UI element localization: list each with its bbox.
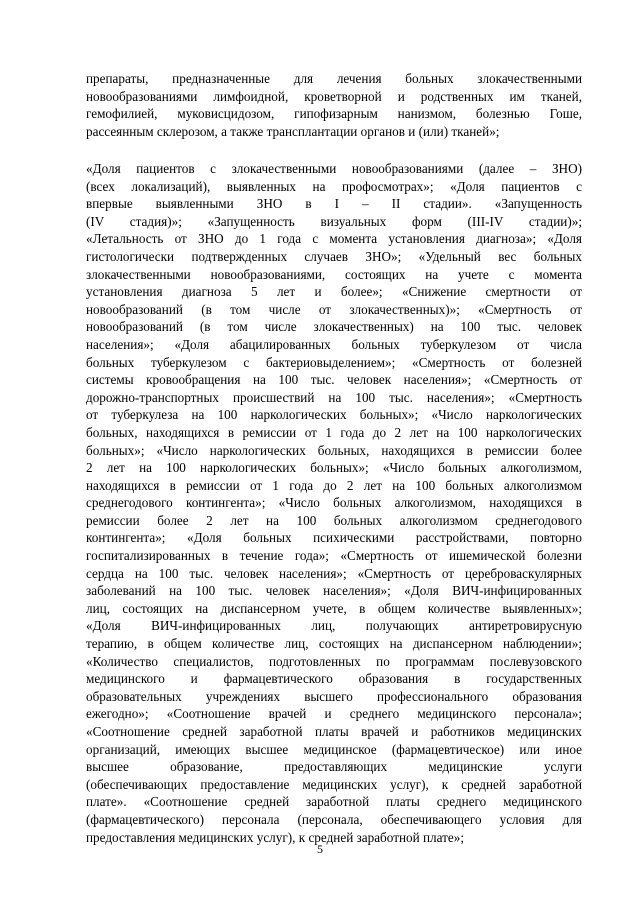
text-line: образовательных учреждениях высшего профессионального образования	[86, 688, 582, 704]
text-line: «Соотношение средней заработной платы врачей и работников медицинских	[86, 724, 582, 739]
text-line: «Доля пациентов с злокачественными новообразованиями (далее – ЗНО)	[86, 161, 582, 176]
text-line: «Количество специалистов, подготовленных по программам послевузовского	[86, 653, 582, 669]
text-line: от туберкулеза на 100 наркологических больных»; «Число наркологических	[86, 407, 582, 423]
text-line: ежегодно»; «Соотношение врачей и среднего медицинского персонала»;	[86, 706, 582, 722]
text-line: высшее образование, предоставляющих медицинские услуги	[86, 759, 582, 775]
text-line: (обеспечивающих предоставление медицинских услуг), к средней заработной	[86, 776, 582, 792]
text-line: находящихся в ремиссии от 1 года до 2 лет на 100 больных алкоголизмом	[86, 477, 582, 493]
text-line: предоставления медицинских услуг), к средней заработной плате»;	[86, 829, 464, 845]
text-line: среднегодового контингента»; «Число больных алкоголизмом, находящихся в	[86, 495, 582, 511]
text-line: (всех локализаций), выявленных на профосмотрах»; «Доля пациентов с	[86, 178, 582, 194]
text-line: новообразованиями лимфоидной, кроветворной и родственных им тканей,	[86, 88, 582, 104]
text-line: препараты, предназначенные для лечения больных злокачественными	[86, 71, 582, 86]
text-line: больных»; «Число наркологических больных, находящихся в ремиссии более	[86, 442, 582, 458]
text-line: 2 лет на 100 наркологических больных»; «Число больных алкоголизмом,	[86, 460, 582, 476]
text-line: лиц, состоящих на диспансерном учете, в общем количестве выявленных»;	[86, 600, 582, 616]
text-line: системы кровообращения на 100 тыс. человек населения»; «Смертность от	[86, 372, 582, 388]
page-number: 5	[317, 842, 323, 856]
text-line: госпитализированных в течение года»; «Смертность от ишемической болезни	[86, 548, 582, 564]
text-line: злокачественными новообразованиями, состоящих на учете с момента	[86, 266, 582, 282]
text-line: новообразований (в том числе злокачественных) на 100 тыс. человек	[86, 319, 582, 335]
text-line: больных, находящихся в ремиссии от 1 года до 2 лет на 100 наркологических	[86, 424, 582, 440]
text-line: установления диагноза 5 лет и более»; «Снижение смертности от	[86, 284, 582, 300]
text-line: впервые выявленными ЗНО в I – II стадии». «Запущенность	[86, 196, 582, 212]
paragraph-1	[86, 70, 582, 140]
paragraph-2	[86, 160, 582, 846]
text-line: медицинского и фармацевтического образования в государственных	[86, 671, 582, 687]
text-line: ремиссии более 2 лет на 100 больных алкоголизмом среднегодового	[86, 512, 582, 528]
text-line: «Доля ВИЧ-инфицированных лиц, получающих антиретровирусную	[86, 618, 582, 634]
text-line: рассеянным склерозом, а также трансплантации органов и (или) тканей»;	[86, 123, 500, 139]
text-line: гемофилией, муковисцидозом, гипофизарным нанизмом, болезнью Гоше,	[86, 106, 582, 122]
text-line: гистологически подтвержденных случаев ЗНО»; «Удельный вес больных	[86, 248, 582, 264]
text-line: больных туберкулезом с бактериовыделением»; «Смертность от болезней	[86, 354, 582, 370]
text-line: организаций, имеющих высшее медицинское (фармацевтическое) или иное	[86, 741, 582, 757]
text-line: населения»; «Доля абацилированных больных туберкулезом от числа	[86, 336, 582, 352]
text-line: заболеваний на 100 тыс. человек населения»; «Доля ВИЧ-инфицированных	[86, 583, 582, 599]
text-line: (IV стадия)»; «Запущенность визуальных форм (III-IV стадии)»;	[86, 213, 582, 229]
text-line: сердца на 100 тыс. человек населения»; «Смертность от цереброваскулярных	[86, 565, 582, 581]
text-line: контингента»; «Доля больных психическими расстройствами, повторно	[86, 530, 582, 546]
text-line: «Летальность от ЗНО до 1 года с момента установления диагноза»; «Доля	[86, 231, 582, 247]
text-line: новообразований (в том числе от злокачественных)»; «Смертность от	[86, 301, 582, 317]
text-line: терапию, в общем количестве лиц, состоящих на диспансерном наблюдении»;	[86, 636, 582, 652]
text-line: плате». «Соотношение средней заработной платы среднего медицинского	[86, 794, 582, 810]
text-line: (фармацевтического) персонала (персонала, обеспечивающего условия для	[86, 811, 582, 827]
text-line: дорожно-транспортных происшествий на 100 тыс. населения»; «Смертность	[86, 389, 582, 405]
